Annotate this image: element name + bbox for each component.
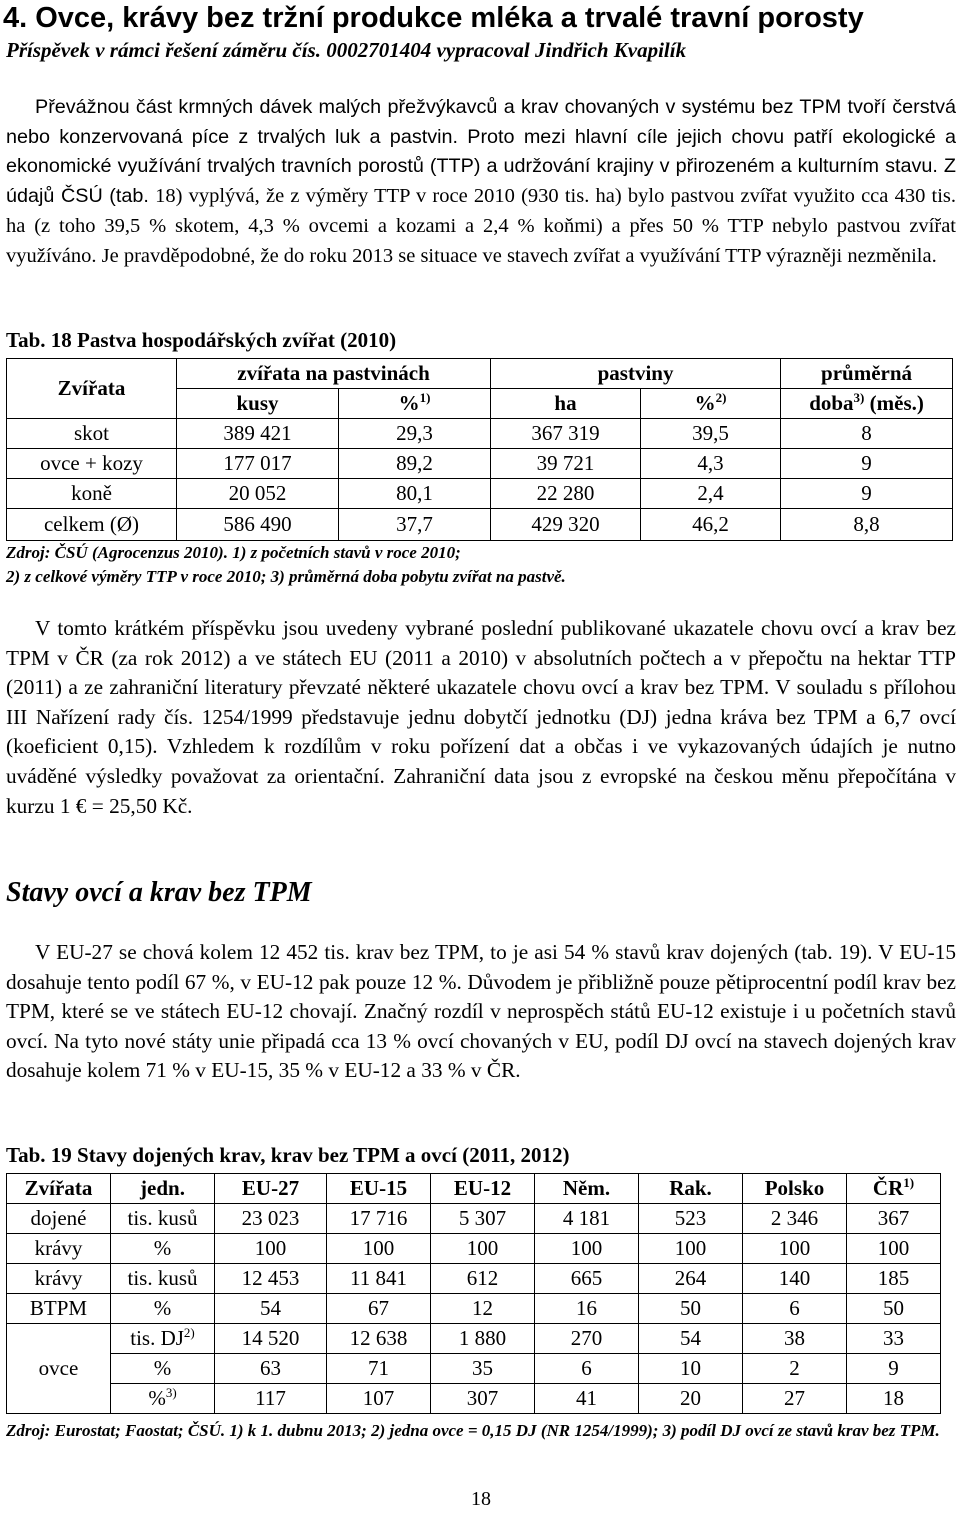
t19-cell: 6	[743, 1294, 847, 1324]
t18-cell: 2,4	[641, 479, 781, 509]
t18-h-ha: ha	[491, 389, 641, 419]
t19-cell: 107	[327, 1384, 431, 1414]
t18-cell: 22 280	[491, 479, 641, 509]
t19-cell: 665	[535, 1264, 639, 1294]
paragraph-2: V tomto krátkém příspěvku jsou uvedeny vybrané poslední publikované ukazatele chovu ovcí a krav bez TPM v ČR (za rok 2012) a ve státech EU (2011 a 2010) v absolutních počtech a v přepočtu na hektar TTP (2011) a ze zahraniční literatury převzaté některé ukazatele chovu ovcí a krav bez TPM. V souladu s přílohou III Nařízení rady čís. 1254/1999 představuje jednu dobytčí jednotku (DJ) jedna kráva bez TPM a 6,7 ovcí (koeficient 0,15). Vzhledem k rozdílům v roku pořízení dat a občas i ve vykazovaných údajích je nutno uváděné výsledky považovat za orientační. Zahraniční data jsou z evropské na českou měnu přepočítána v kurzu 1 € = 25,50 Kč.	[6, 616, 956, 818]
author-note: Příspěvek v rámci řešení záměru čís. 0002701404 vypracoval Jindřich Kvapilík	[6, 38, 687, 62]
t18-cell: 20 052	[177, 479, 339, 509]
t19-cell: 35	[431, 1354, 535, 1384]
t19-cell: 17 716	[327, 1204, 431, 1234]
t19-cell: 6	[535, 1354, 639, 1384]
t19-cell: 54	[639, 1324, 743, 1354]
t18-cell: 39,5	[641, 419, 781, 449]
t19-cell: 100	[327, 1234, 431, 1264]
t18-h-pct: %$^{1)}$	[339, 389, 491, 419]
t18-cell: 389 421	[177, 419, 339, 449]
t19-cell: 100	[743, 1234, 847, 1264]
t18-h-pct2: %$^{2)}$	[641, 389, 781, 419]
t19-header: Zvířata	[7, 1174, 111, 1204]
t19-cell: 264	[639, 1264, 743, 1294]
t19-cell: 2	[743, 1354, 847, 1384]
t19-header: EU-15	[327, 1174, 431, 1204]
t18-h-grazing-animals: zvířata na pastvinách	[177, 359, 491, 389]
t18-h-pastures: pastviny	[491, 359, 781, 389]
table-19	[6, 1173, 941, 1414]
t19-group-suckler-2: BTPM	[7, 1294, 111, 1324]
t18-cell: skot	[7, 419, 177, 449]
t19-unit: %$^{3)}$	[111, 1384, 215, 1414]
t19-header: EU-27	[215, 1174, 327, 1204]
t18-cell: 429 320	[491, 509, 641, 541]
t18-cell: ovce + kozy	[7, 449, 177, 479]
table-row	[7, 1324, 941, 1354]
table-row	[7, 1264, 941, 1294]
t19-unit: %	[111, 1234, 215, 1264]
t18-cell: 89,2	[339, 449, 491, 479]
t19-header: ČR$^{1)}$	[847, 1174, 941, 1204]
t19-cell: 270	[535, 1324, 639, 1354]
t19-cell: 12 638	[327, 1324, 431, 1354]
table-row	[7, 1384, 941, 1414]
t18-h-animals: Zvířata	[7, 359, 177, 419]
t18-h-kusy: kusy	[177, 389, 339, 419]
chapter-heading: 4. Ovce, krávy bez tržní produkce mléka a trvalé travní porosty	[3, 2, 864, 34]
t19-header: Rak.	[639, 1174, 743, 1204]
t19-cell: 33	[847, 1324, 941, 1354]
t18-cell: koně	[7, 479, 177, 509]
t19-cell: 12 453	[215, 1264, 327, 1294]
paragraph-3: V EU-27 se chová kolem 12 452 tis. krav bez TPM, to je asi 54 % stavů krav dojených (tab. 19). V EU-15 dosahuje tento podíl 67 %, v EU-12 pak pouze 12 %. Důvodem je přibližně pouze pětiprocentní podíl krav bez TPM, které se ve státech EU-12 chovají. Značný rozdíl v neprospěch států EU-12 existuje i u početních stavů ovcí. Na tyto nové státy unie připadá cca 13 % ovcí chovaných v EU, podíl DJ ovcí na stavech dojených krav dosahuje kolem 71 % v EU-15, 35 % v EU-12 a 33 % v ČR.	[6, 940, 956, 1083]
t19-cell: 100	[431, 1234, 535, 1264]
t18-cell: 4,3	[641, 449, 781, 479]
t19-header: Polsko	[743, 1174, 847, 1204]
t18-h-avg: průměrná	[781, 359, 953, 389]
t19-group-sheep: ovce	[7, 1324, 111, 1414]
section-title: Stavy ovcí a krav bez TPM	[6, 877, 312, 908]
table19-caption: Tab. 19 Stavy dojených krav, krav bez TPM a ovcí (2011, 2012)	[6, 1143, 570, 1167]
t19-header: Něm.	[535, 1174, 639, 1204]
t19-cell: 100	[847, 1234, 941, 1264]
t19-cell: 38	[743, 1324, 847, 1354]
table-row	[7, 1354, 941, 1384]
t19-cell: 50	[847, 1294, 941, 1324]
table19-source: Zdroj: Eurostat; Faostat; ČSÚ. 1) k 1. dubnu 2013; 2) jedna ovce = 0,15 DJ (NR 1254/1999); 3) podíl DJ ovcí ze stavů krav bez TPM.	[6, 1421, 940, 1440]
t18-cell: 46,2	[641, 509, 781, 541]
t19-cell: 612	[431, 1264, 535, 1294]
t19-unit: tis. kusů	[111, 1264, 215, 1294]
t18-cell: 586 490	[177, 509, 339, 541]
t18-cell: 29,3	[339, 419, 491, 449]
t19-unit: %	[111, 1294, 215, 1324]
t19-cell: 11 841	[327, 1264, 431, 1294]
t19-unit: tis. kusů	[111, 1204, 215, 1234]
t19-cell: 1 880	[431, 1324, 535, 1354]
paragraph-intro-sans: Převážnou část krmných dávek malých přežvýkavců a krav chovaných v systému bez TPM tvoří čerstvá nebo konzervovaná píce z trvalých luk a pastvin. Proto mezi hlavní cíle jejich chovu patří ekologické a ekonomické využívání trvalých travních porostů (TTP) a udržování krajiny v přirozeném a kulturním stavu. Z údajů ČSÚ (tab.	[6, 96, 956, 208]
t19-cell: 2 346	[743, 1204, 847, 1234]
t18-cell: 37,7	[339, 509, 491, 541]
t19-cell: 100	[639, 1234, 743, 1264]
paragraph-intro	[6, 93, 956, 271]
paragraph-intro-serif: 18) vyplývá, že z výměry TTP v roce 2010 (930 tis. ha) bylo pastvou zvířat využito cca 430 tis. ha (z toho 39,5 % skotem, 4,3 % ovcemi a kozami a 2,4 % koňmi) a přes 50 % TTP nebylo pastvou zvířat využíváno. Je pravděpodobné, že do roku 2013 se situace ve stavech zvířat a využívání TTP výrazněji nezměnila.	[6, 185, 957, 267]
table18-source-1: Zdroj: ČSÚ (Agrocenzus 2010). 1) z početních stavů v roce 2010;	[6, 543, 461, 562]
t18-cell: celkem (Ø)	[7, 509, 177, 541]
table-row	[7, 1234, 941, 1264]
table-row	[7, 479, 953, 509]
t19-cell: 71	[327, 1354, 431, 1384]
table18-source-2: 2) z celkové výměry TTP v roce 2010; 3) průměrná doba pobytu zvířat na pastvě.	[6, 567, 566, 586]
t18-cell: 177 017	[177, 449, 339, 479]
table18-caption: Tab. 18 Pastva hospodářských zvířat (2010)	[6, 328, 397, 352]
table-row	[7, 509, 953, 541]
t19-cell: 27	[743, 1384, 847, 1414]
t19-cell: 307	[431, 1384, 535, 1414]
t19-cell: 54	[215, 1294, 327, 1324]
t18-cell: 80,1	[339, 479, 491, 509]
t19-cell: 117	[215, 1384, 327, 1414]
t18-cell: 9	[781, 449, 953, 479]
t19-cell: 67	[327, 1294, 431, 1324]
t18-cell: 8	[781, 419, 953, 449]
t19-cell: 41	[535, 1384, 639, 1414]
t19-cell: 63	[215, 1354, 327, 1384]
page-number: 18	[471, 1488, 491, 1510]
t19-cell: 523	[639, 1204, 743, 1234]
t19-cell: 14 520	[215, 1324, 327, 1354]
t18-cell: 367 319	[491, 419, 641, 449]
t19-cell: 20	[639, 1384, 743, 1414]
t19-unit: tis. DJ$^{2)}$	[111, 1324, 215, 1354]
t19-cell: 18	[847, 1384, 941, 1414]
table-row	[7, 419, 953, 449]
t19-group-dairy-2: krávy	[7, 1234, 111, 1264]
table-row	[7, 1204, 941, 1234]
t18-cell: 9	[781, 479, 953, 509]
t19-group-suckler: krávy	[7, 1264, 111, 1294]
t18-h-avg2: doba$^{3)}$ (měs.)	[781, 389, 953, 419]
t19-unit: %	[111, 1354, 215, 1384]
table-row	[7, 449, 953, 479]
table-18	[6, 358, 953, 541]
t19-cell: 12	[431, 1294, 535, 1324]
t19-cell: 367	[847, 1204, 941, 1234]
t19-cell: 185	[847, 1264, 941, 1294]
t19-cell: 50	[639, 1294, 743, 1324]
t19-cell: 5 307	[431, 1204, 535, 1234]
t18-cell: 8,8	[781, 509, 953, 541]
t19-cell: 9	[847, 1354, 941, 1384]
t19-header: EU-12	[431, 1174, 535, 1204]
t19-cell: 100	[535, 1234, 639, 1264]
t19-cell: 23 023	[215, 1204, 327, 1234]
t18-cell: 39 721	[491, 449, 641, 479]
t19-cell: 16	[535, 1294, 639, 1324]
t19-header: jedn.	[111, 1174, 215, 1204]
t19-cell: 4 181	[535, 1204, 639, 1234]
t19-cell: 100	[215, 1234, 327, 1264]
t19-cell: 10	[639, 1354, 743, 1384]
table-row	[7, 1294, 941, 1324]
t19-cell: 140	[743, 1264, 847, 1294]
t19-group-dairy: dojené	[7, 1204, 111, 1234]
